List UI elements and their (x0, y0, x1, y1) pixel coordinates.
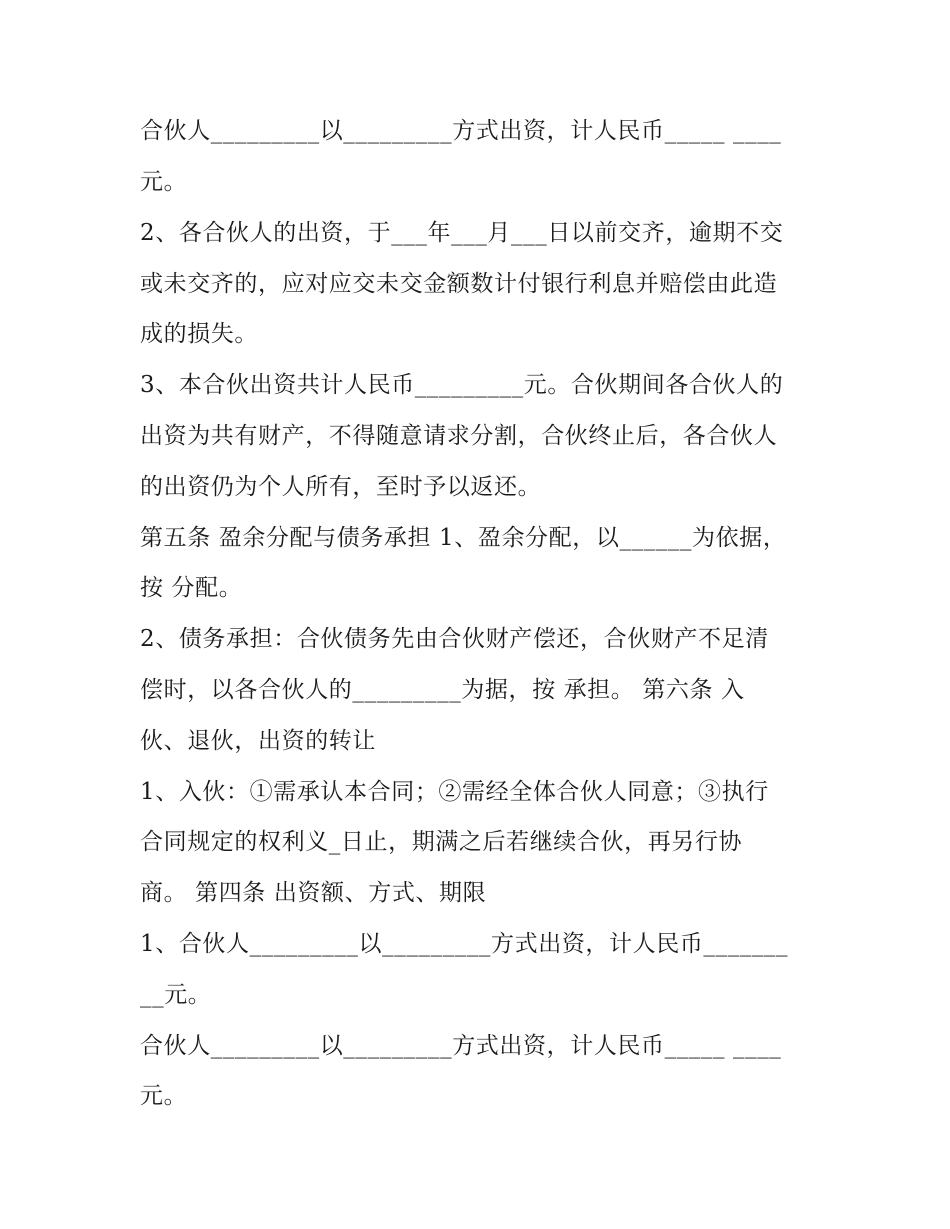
text-line-11: 2、债务承担：合伙债务先由合伙财产偿还，合伙财产不足清 (140, 626, 769, 652)
text-line-15: 合同规定的权利义_日止，期满之后若继续合伙，再另行协 (140, 829, 743, 855)
text-line-6: 3、本合伙出资共计人民币_________元。合伙期间各合伙人的 (140, 372, 784, 398)
text-line-14: 1、入伙：①需承认本合同；②需经全体合伙人同意；③执行 (140, 779, 769, 805)
text-line-16: 商。 第四条 出资额、方式、期限 (140, 880, 487, 906)
text-line-13: 伙、退伙，出资的转让 (140, 728, 376, 754)
text-line-8: 的出资仍为个人所有，至时予以返还。 (140, 474, 542, 500)
text-line-7: 出资为共有财产，不得随意请求分割，合伙终止后，各合伙人 (140, 423, 778, 449)
text-line-12: 偿时，以各合伙人的_________为据，按 承担。 第六条 入 (140, 677, 745, 703)
text-line-4: 或未交齐的，应对应交未交金额数计付银行利息并赔偿由此造 (140, 271, 778, 297)
text-line-10: 按 分配。 (140, 575, 243, 601)
text-line-18: __元。 (140, 982, 212, 1008)
text-line-19: 合伙人_________以_________方式出资，计人民币_____ ____ (140, 1033, 782, 1059)
text-line-9: 第五条 盈余分配与债务承担 1、盈余分配，以______为依据， (140, 525, 787, 551)
text-line-3: 2、各合伙人的出资，于___年___月___日以前交齐，逾期不交 (140, 220, 784, 246)
text-line-17: 1、合伙人_________以_________方式出资，计人民币_______ (140, 931, 789, 957)
text-line-5: 成的损失。 (140, 321, 258, 347)
text-line-2: 元。 (140, 169, 188, 195)
text-line-1: 合伙人_________以_________方式出资，计人民币_____ ____ (140, 118, 782, 144)
text-line-20: 元。 (140, 1083, 188, 1109)
